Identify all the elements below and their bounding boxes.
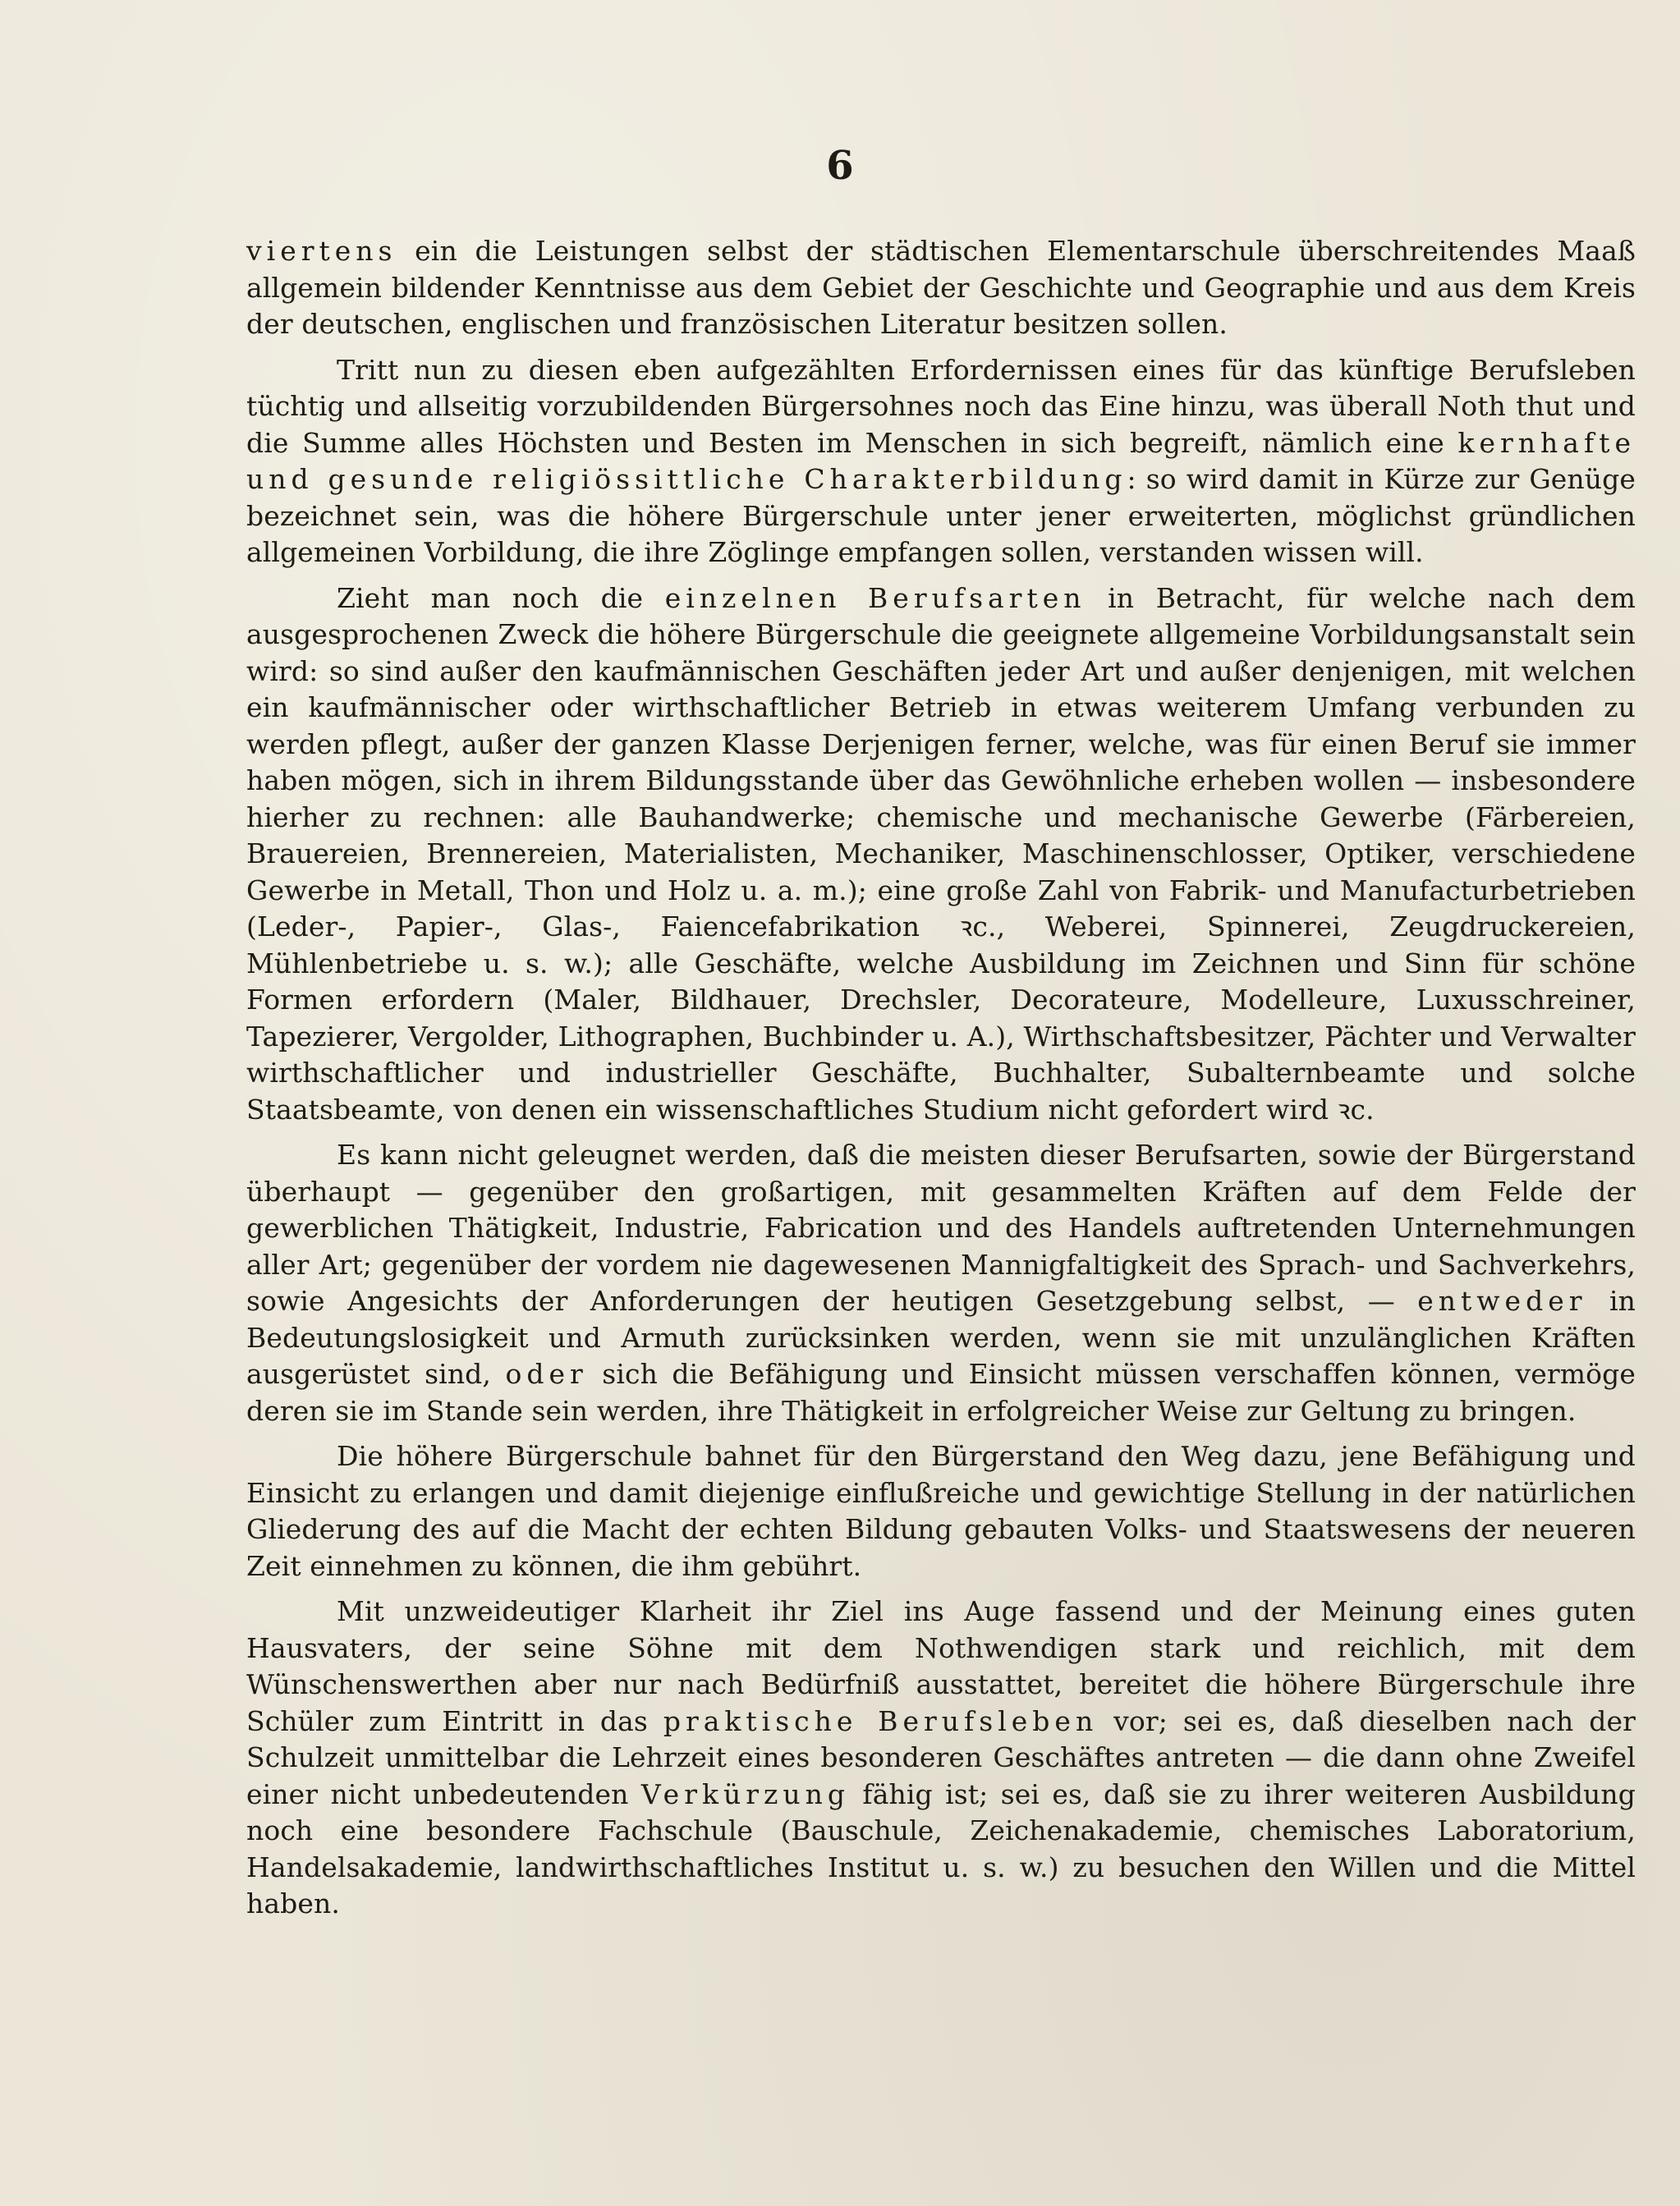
spaced-emphasis: viertens — [246, 235, 397, 267]
spaced-emphasis: entweder — [1417, 1285, 1587, 1317]
paragraph-3 — [246, 580, 1636, 1129]
page-number: 6 — [826, 143, 854, 189]
paragraph-4 — [246, 1137, 1636, 1429]
text-run: Die höhere Bürgerschule bahnet für den Bürgerstand den Weg dazu, jene Befähigung und Einsicht zu erlangen und damit diejenige einflußreiche und gewichtige Stellung in der natürlichen Gliederung des auf die Macht der echten Bildung gebauten Volks- und Staatswesens der neueren Zeit einnehmen zu können, die ihm gebührt. — [246, 1440, 1636, 1582]
spaced-emphasis: oder — [505, 1358, 588, 1390]
text-run: vor; sei es, daß dieselben nach der Schulzeit unmittelbar die Lehrzeit eines besonderen Geschäftes antreten — die dann ohne Zweifel einer nicht unbedeutenden — [246, 1704, 1636, 1810]
spaced-emphasis: Verkürzung — [640, 1777, 851, 1810]
text-run: in Betracht, für welche nach dem ausgesprochenen Zweck die höhere Bürgerschule die geeignete allgemeine Vorbildungsanstalt sein wird: so sind außer den kaufmännischen Geschäften jeder Art und außer denjenigen, mit welchen ein kaufmännischer oder wirthschaftlicher Betrieb in etwas weiterem Umfang verbunden zu werden pflegt, außer der ganzen Klasse Derjenigen ferner, welche, was für einen Beruf sie immer haben mögen, sich in ihrem Bildungsstande über das Gewöhnliche erheben wollen — insbesondere hierher zu rechnen: alle Bauhandwerke; chemische und mechanische Gewerbe (Färbereien, Brauereien, Brennereien, Materialisten, Mechaniker, Maschinenschlosser, Optiker, verschiedene Gewerbe in Metall, Thon und Holz u. a. m.); eine große Zahl von Fabrik- und Manufacturbetrieben (Leder-, Papier-, Glas-, Faiencefabrikation ꝛc., Weberei, Spinnerei, Zeugdruckereien, Mühlenbetriebe u. s. w.); alle Geschäfte, welche Ausbildung im Zeichnen und Sinn für schöne Formen erfordern (Maler, Bildhauer, Drechsler, Decorateure, Modelleure, Luxusschreiner, Tapezierer, Vergolder, Lithographen, Buchbinder u. A.), Wirthschaftsbesitzer, Pächter und Verwalter wirthschaftlicher und industrieller Geschäfte, Buchhalter, Subalternbeamte und solche Staatsbeamte, von denen ein wissenschaftliches Studium nicht gefordert wird ꝛc. — [246, 581, 1636, 1126]
spaced-emphasis: kernhafte und gesunde religiössittliche Charakterbildung — [246, 426, 1636, 495]
text-run: in Bedeutungslosigkeit und Armuth zurücksinken werden, wenn sie mit unzulänglichen Kräften ausgerüstet sind, — [246, 1285, 1636, 1390]
text-run: : so wird damit in Kürze zur Genüge bezeichnet sein, was die höhere Bürgerschule unter jener erweiterten, möglichst gründlichen allgemeinen Vorbildung, die ihre Zöglinge empfangen sollen, verstanden wissen will. — [246, 463, 1636, 568]
paragraph-2 — [246, 352, 1636, 571]
body-text — [246, 233, 1636, 1923]
paragraph-1 — [246, 233, 1636, 343]
text-run: Tritt nun zu diesen eben aufgezählten Erfordernissen eines für das künftige Berufsleben tüchtig und allseitig vorzubildenden Bürgersohnes noch das Eine hinzu, was überall Noth thut und die Summe alles Höchsten und Besten im Menschen in sich begreift, nämlich eine — [246, 353, 1636, 459]
text-run: ein die Leistungen selbst der städtischen Elementarschule überschreitendes Maaß allgemein bildender Kenntnisse aus dem Gebiet der Geschichte und Geographie und aus dem Kreis der deutschen, englischen und französischen Literatur besitzen sollen. — [246, 235, 1636, 340]
text-run: Mit unzweideutiger Klarheit ihr Ziel ins Auge fassend und der Meinung eines guten Hausvaters, der seine Söhne mit dem Nothwendigen stark und reichlich, mit dem Wünschenswerthen aber nur nach Bedürfniß ausstattet, bereitet die höhere Bürgerschule ihre Schüler zum Eintritt in das — [246, 1595, 1636, 1737]
paragraph-6 — [246, 1594, 1636, 1923]
spaced-emphasis: einzelnen Berufsarten — [664, 581, 1086, 614]
text-run: Zieht man noch die — [337, 581, 665, 614]
text-run: sich die Befähigung und Einsicht müssen verschaffen können, vermöge deren sie im Stande sein werden, ihre Thätigkeit in erfolgreicher Weise zur Geltung zu bringen. — [246, 1358, 1636, 1427]
paragraph-5 — [246, 1438, 1636, 1585]
text-run: Es kann nicht geleugnet werden, daß die meisten dieser Berufsarten, sowie der Bürgerstand überhaupt — gegenüber den großartigen, mit gesammelten Kräften auf dem Felde der gewerblichen Thätigkeit, Industrie, Fabrication und des Handels auftretenden Unternehmungen aller Art; gegenüber der vordem nie dagewesenen Mannigfaltigkeit des Sprach- und Sachverkehrs, sowie Angesichts der Anforderungen der heutigen Gesetzgebung selbst, — — [246, 1139, 1636, 1317]
text-run: fähig ist; sei es, daß sie zu ihrer weiteren Ausbildung noch eine besondere Fachschule (Bauschule, Zeichenakademie, chemisches Laboratorium, Handelsakademie, landwirthschaftliches Institut u. s. w.) zu besuchen den Willen und die Mittel haben. — [246, 1777, 1636, 1919]
spaced-emphasis: praktische Berufsleben — [663, 1704, 1099, 1737]
